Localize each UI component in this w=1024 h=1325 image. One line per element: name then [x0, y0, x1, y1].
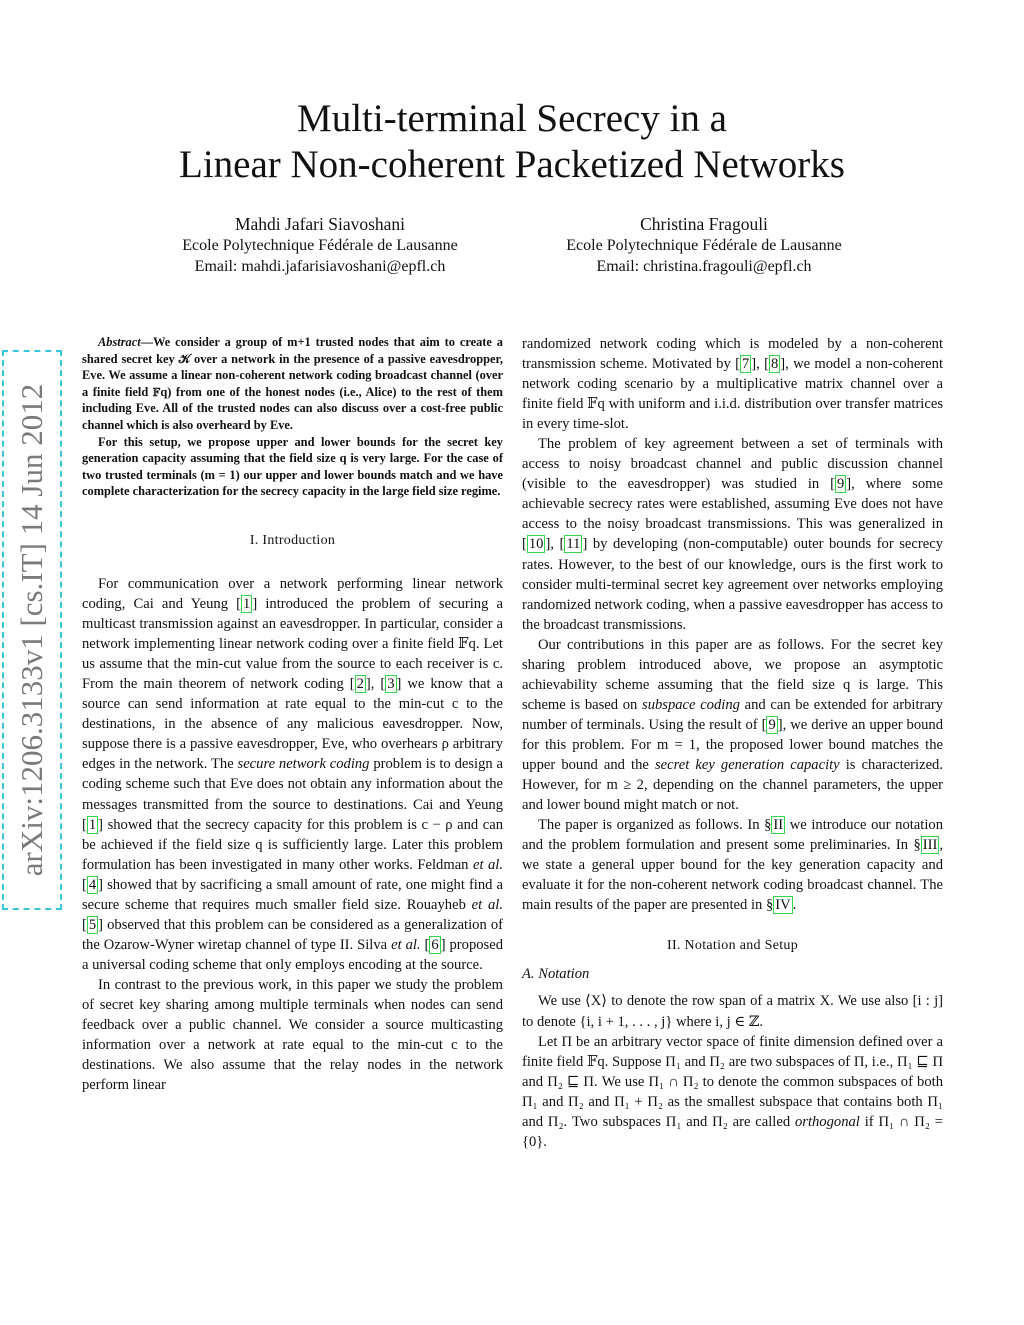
right-column — [522, 334, 943, 1152]
author-affiliation: Ecole Polytechnique Fédérale de Lausanne — [182, 237, 458, 254]
section-link[interactable]: IV — [775, 897, 791, 914]
citation-link[interactable]: 10 — [528, 536, 544, 553]
citation-link[interactable]: 4 — [88, 876, 97, 893]
intro-paragraph-1: For communication over a network performing linear network coding, Cai and Yeung [ 1 ] introduced the problem of securing a multicast transmission against an eavesdropper. In particular, consider a network implementing linear network coding over a finite field 𝔽q. Let us assume that the min-cut value from the source to each receiver is c. From the main theorem of network coding [ 2 ], [ 3 ] we know that a source can send information at rate equal to the min-cut c to the destinations, in the absence of any malicious eavesdropper. Now, suppose there is a passive eavesdropper, Eve, who overhears ρ arbitrary edges in the network. The secure network coding problem is to design a coding scheme such that Eve does not obtain any information about the messages transmitted from the source to destinations. Cai and Yeung [ 1 ] showed that the secrecy capacity for this problem is c − ρ and can be achieved if the field size q is sufficiently large. Later this problem formulation has been investigated in many other works. Feldman et al. [ 4 ] showed that by sacrificing a small amount of rate, one might find a secure scheme that requires much smaller field size. Rouayheb et al. [ 5 ] observed that this problem can be considered as a generalization of the Ozarow-Wyner wiretap channel of type II. Silva et al. [ 6 ] proposed a universal coding scheme that only employs encoding at the source. — [82, 575, 503, 973]
abstract-paragraph-1: —We consider a group of m+1 trusted nodes that aim to create a shared secret key 𝒦 over a network in the presence of a passive eavesdropper, Eve. We assume a linear non-coherent network coding broadcast channel (over a finite field 𝔽q) from one of the honest nodes (i.e., Alice) to the rest of them including Eve. All of the trusted nodes can also discuss over a cost-free public channel which is also overheard by Eve. — [82, 335, 503, 432]
citation-link[interactable]: 9 — [836, 476, 845, 493]
section-heading-notation: II. Notation and Setup — [666, 938, 799, 954]
intro-paragraph-2-continued: randomized network coding which is modeled by a non-coherent transmission scheme. Motivated by [ 7 ], [ 8 ], we model a non-coherent network coding scenario by a multiplicative matrix channel over a finite field 𝔽q with uniform and i.i.d. distribution over transfer matrices in every time-slot. — [522, 336, 943, 433]
intro-paragraph-4: Our contributions in this paper are as follows. For the secret key sharing problem introduced above, we propose an asymptotic achievability scheme assuming that the field size q is large. This scheme is based on subspace coding and can be extended for arbitrary number of terminals. Using the result of [ 9 ], we derive an upper bound for this problem. For m = 1, the proposed lower bound matches the upper bound and the secret key generation capacity is characterized. However, for m ≥ 2, depending on the channel parameters, the upper and lower bound might match or not. — [522, 636, 944, 814]
intro-paragraph-2: In contrast to the previous work, in this paper we study the problem of secret key sharing among multiple terminals when nodes can send feedback over a public channel. We consider a source multicasting information over a network at rate equal to the min-cut c to the destinations. We also assume that the relay nodes in the network perform linear — [82, 976, 503, 1094]
intro-paragraph-5: The paper is organized as follows. In § II we introduce our notation and the problem formulation and present some preliminaries. In § III , we state a general upper bound for the key generation capacity and evaluate it for the non-coherent network coding broadcast channel. The main results of the paper are presented in § IV . — [522, 817, 943, 914]
citation-link[interactable]: 5 — [88, 916, 97, 933]
notation-paragraph-1: We use ⟨X⟩ to denote the row span of a matrix X. We use also [i : j] to denote {i, i + 1, . . . , j} where i, j ∈ ℤ. — [522, 993, 943, 1030]
paper-title-line-1: Multi-terminal Secrecy in a — [297, 97, 727, 140]
author-email: Email: mahdi.jafarisiavoshani@epfl.ch — [194, 258, 446, 275]
left-column — [82, 334, 503, 1095]
notation-paragraph-2: Let Π be an arbitrary vector space of finite dimension defined over a finite field 𝔽q. Suppose Π₁ and Π₂ are two subspaces of Π, i.e., Π₁ ⊑ Π and Π₂ ⊑ Π. We use Π₁ ∩ Π₂ to denote the common subspaces of both Π₁ and Π₂ and Π₁ + Π₂ as the smallest subspace that contains both Π₁ and Π₂. Two subspaces Π₁ and Π₂ are called orthogonal if Π₁ ∩ Π₂ = {0}. — [522, 1033, 943, 1150]
abstract — [82, 334, 503, 500]
citation-link[interactable]: 8 — [770, 356, 779, 373]
author-name: Christina Fragouli — [640, 214, 768, 234]
citation-link[interactable]: 11 — [566, 536, 581, 553]
citation-link[interactable]: 6 — [431, 936, 439, 953]
author-email: Email: christina.fragouli@epfl.ch — [596, 258, 812, 275]
author-block-1 — [120, 214, 520, 277]
citation-link[interactable]: 2 — [356, 676, 364, 693]
citation-link[interactable]: 1 — [243, 596, 251, 613]
abstract-label: Abstract — [98, 335, 141, 349]
section-heading-introduction: I. Introduction — [249, 532, 336, 548]
author-block-2 — [504, 214, 904, 277]
paper-title-line-2: Linear Non-coherent Packetized Networks — [179, 143, 845, 186]
subsection-heading-notation: A. Notation — [522, 966, 590, 983]
citation-link[interactable]: 3 — [387, 676, 395, 693]
citation-link[interactable]: 7 — [741, 356, 750, 373]
arxiv-stamp[interactable] — [2, 350, 62, 910]
arxiv-id[interactable]: arXiv:1206.3133v1 [cs.IT] 14 Jun 2012 — [14, 383, 49, 877]
citation-link[interactable]: 9 — [768, 716, 776, 733]
section-link[interactable]: II — [773, 817, 784, 834]
citation-link[interactable]: 1 — [88, 816, 97, 833]
intro-paragraph-3: The problem of key agreement between a set of terminals with access to noisy broadcast channel and public discussion channel (visible to the eavesdropper) was studied in [ 9 ], where some achievable secrecy rates were established, assuming Eve does not have access to the noisy broadcast transmissions. This was generalized in [ 10 ], [ 11 ] by developing (non-computable) outer bounds for secrecy rates. However, to the best of our knowledge, ours is the first work to consider multi-terminal secret key agreement over networks employing randomized network coding, when a passive eavesdropper has access to the broadcast transmissions. — [522, 436, 943, 633]
abstract-paragraph-2: For this setup, we propose upper and lower bounds for the secret key generation capacity assuming that the field size q is very large. For the case of two trusted terminals (m = 1) our upper and lower bounds match and we have complete characterization for the secrecy capacity in the large field size regime. — [82, 434, 503, 499]
author-name: Mahdi Jafari Siavoshani — [234, 214, 406, 234]
section-link[interactable]: III — [922, 837, 938, 854]
author-affiliation: Ecole Polytechnique Fédérale de Lausanne — [566, 237, 842, 254]
